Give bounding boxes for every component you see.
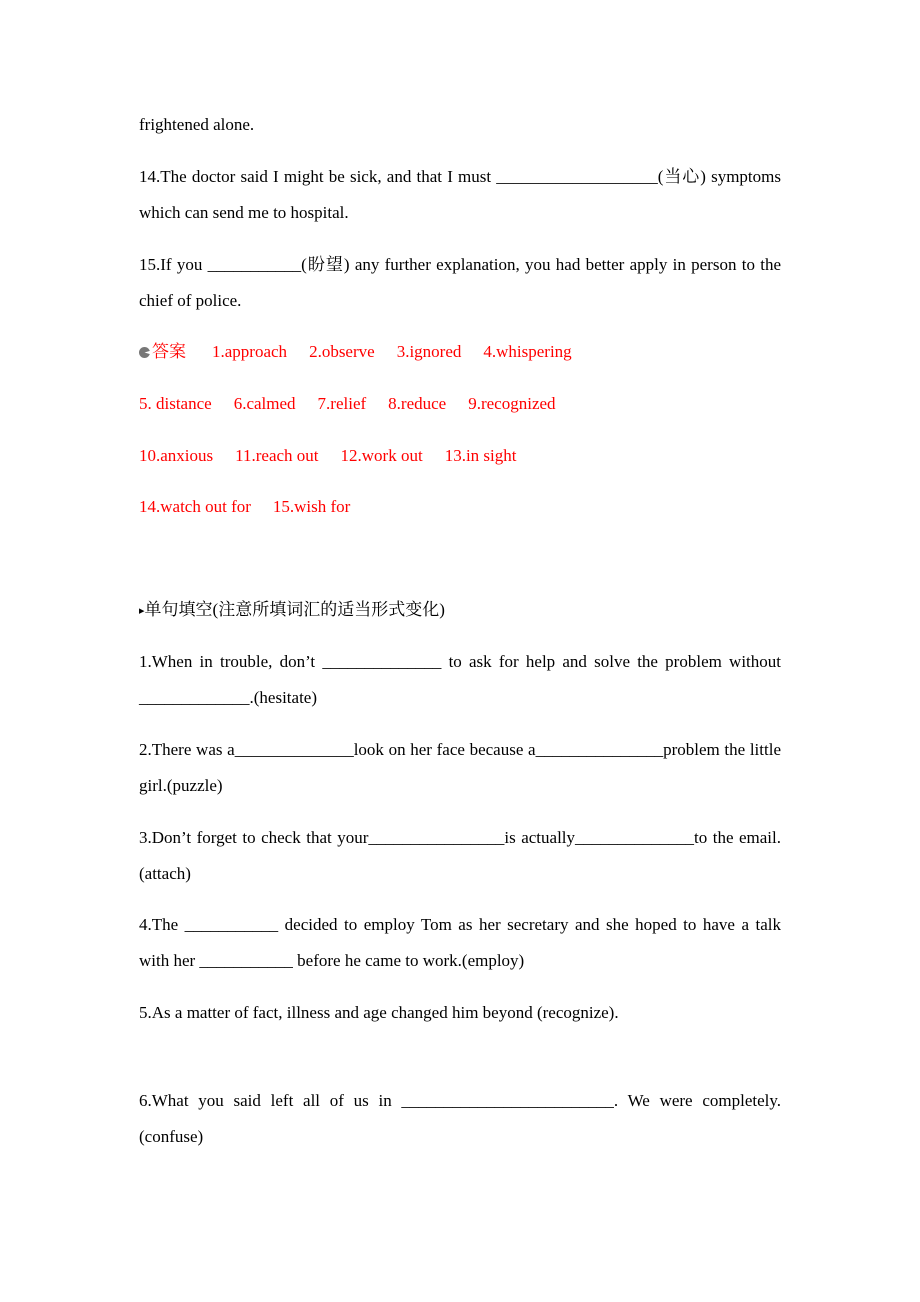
answer: 10.anxious xyxy=(139,446,214,465)
answer: 11.reach out xyxy=(235,446,319,465)
answer-line-3 xyxy=(139,438,781,474)
question-14: 14.The doctor said I might be sick, and that I must ___________________(当心) symptoms which can send me to hospital. xyxy=(139,167,781,222)
section-heading xyxy=(139,592,781,629)
answer: 6.calmed xyxy=(233,394,296,413)
answer: 2.observe xyxy=(309,342,375,361)
answer-line-2 xyxy=(139,386,781,422)
answer: 14.watch out for xyxy=(139,497,251,516)
previous-sentence-tail: frightened alone. xyxy=(139,115,255,134)
fill-question-6: 6.What you said left all of us in _________________________. We were completely.(confuse) xyxy=(139,1091,781,1146)
answer-label: 答案 xyxy=(152,342,186,361)
answer: 3.ignored xyxy=(396,342,462,361)
answer-icon xyxy=(139,347,150,358)
answer-line-4 xyxy=(139,489,781,525)
answer: 1.approach xyxy=(212,342,288,361)
answer: 13.in sight xyxy=(444,446,517,465)
answer: 8.reduce xyxy=(388,394,447,413)
section-title: 单句填空(注意所填词汇的适当形式变化) xyxy=(144,600,445,619)
question-15: 15.If you ___________(盼望) any further explanation, you had better apply in person to the chief of police. xyxy=(139,255,781,310)
fill-question-4: 4.The ___________ decided to employ Tom as her secretary and she hoped to have a talk with her ___________ before he came to work.(employ) xyxy=(139,915,781,970)
answer-line-1 xyxy=(139,334,781,370)
fill-question-3: 3.Don’t forget to check that your________________is actually______________to the email.(attach) xyxy=(139,828,781,883)
fill-question-5: 5.As a matter of fact, illness and age changed him beyond (recognize). xyxy=(139,1003,619,1022)
answer: 9.recognized xyxy=(468,394,556,413)
fill-question-1: 1.When in trouble, don’t ______________ to ask for help and solve the problem without _____________.(hesitate) xyxy=(139,652,781,707)
answer: 5. distance xyxy=(139,394,212,413)
fill-question-2: 2.There was a______________look on her face because a_______________problem the little girl.(puzzle) xyxy=(139,740,781,795)
answer: 4.whispering xyxy=(483,342,572,361)
answer: 7.relief xyxy=(317,394,367,413)
triangle-bullet-icon: ▸ xyxy=(139,605,145,617)
answer: 12.work out xyxy=(340,446,423,465)
answer: 15.wish for xyxy=(272,497,351,516)
